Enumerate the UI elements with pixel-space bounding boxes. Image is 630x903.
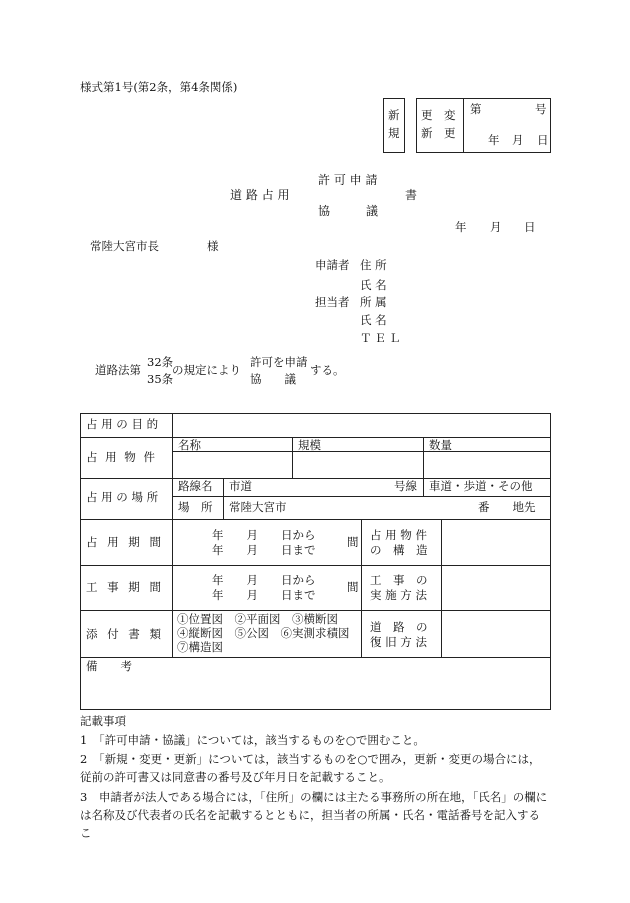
dai: 第 bbox=[470, 102, 482, 116]
location-value: 常陸大宮市 bbox=[229, 500, 287, 514]
stamp-month: 月 bbox=[512, 133, 524, 147]
work-to: 年 月 日まで bbox=[212, 588, 316, 602]
change-bottom: 更 bbox=[444, 126, 456, 140]
name-label: 氏 名 bbox=[360, 278, 387, 292]
statement-opt2: 協 議 bbox=[250, 372, 296, 386]
stamp-year: 年 bbox=[488, 133, 500, 147]
dept-label: 所 属 bbox=[360, 295, 387, 309]
route-suffix: 号線 bbox=[394, 479, 417, 493]
purpose-label: 占 用 の 目 的 bbox=[86, 417, 159, 431]
statement-suffix: する。 bbox=[310, 363, 345, 377]
route-label: 路線名 bbox=[178, 479, 213, 493]
attach-line2: ④縦断図 ⑤公図 ⑥実測求積図 bbox=[177, 626, 350, 640]
form-number: 様式第1号(第2条，第4条関係) bbox=[80, 80, 238, 94]
work-label: 工 事 期 間 bbox=[86, 580, 164, 594]
attach-line1: ①位置図 ②平面図 ③横断図 bbox=[177, 612, 338, 626]
title-consult: 協 議 bbox=[318, 204, 379, 218]
change-top: 変 bbox=[444, 108, 456, 122]
date-day: 日 bbox=[524, 220, 536, 234]
restore-label-2: 復 旧 方 法 bbox=[370, 635, 427, 649]
note-item-3: 3 申請者が法人である場合には，「住所」の欄には主たる事務所の所在地，「氏名」の欄には名称及び代表者の氏名を記載するとともに，担当者の所属・氏名・電話番号を記入するこ bbox=[80, 790, 548, 840]
note-item-1: 1 「許可申請・協議」については，該当するものを○で囲むこと。 bbox=[80, 733, 425, 747]
addressee-sama: 様 bbox=[207, 239, 219, 253]
title-permit: 許 可 申 請 bbox=[318, 173, 378, 187]
method-label-1: 工 事 の bbox=[370, 573, 428, 587]
work-kan: 間 bbox=[347, 580, 359, 594]
attach-label: 添 付 書 類 bbox=[86, 627, 164, 641]
title-sho: 書 bbox=[405, 188, 418, 202]
statement-art2: 35条 bbox=[147, 372, 174, 386]
period-label: 占 用 期 間 bbox=[86, 535, 164, 549]
tel-label: ＴＥＬ bbox=[360, 331, 404, 345]
attach-line3: ⑦構造図 bbox=[177, 640, 223, 654]
period-kan: 間 bbox=[347, 535, 359, 549]
go: 号 bbox=[535, 102, 547, 116]
date-year: 年 bbox=[455, 220, 467, 234]
applicant-label: 申請者 bbox=[315, 258, 350, 272]
location-suffix: 番 地先 bbox=[478, 500, 536, 514]
date-month: 月 bbox=[490, 220, 502, 234]
stamp-day: 日 bbox=[537, 133, 549, 147]
structure-label-1: 占 用 物 件 bbox=[370, 528, 427, 542]
notes-heading: 記載事項 bbox=[80, 714, 126, 728]
object-label: 占 用 物 件 bbox=[86, 450, 157, 464]
statement-prefix: 道路法第 bbox=[95, 363, 141, 377]
statement-middle: の規定により bbox=[172, 363, 241, 377]
work-from: 年 月 日から bbox=[212, 573, 316, 587]
new-top: 新 bbox=[388, 108, 400, 122]
location-label: 場 所 bbox=[178, 500, 213, 514]
renew-bottom: 新 bbox=[421, 126, 433, 140]
addressee: 常陸大宮市長 bbox=[90, 239, 159, 253]
object-header-name: 名称 bbox=[178, 438, 201, 452]
remarks-label: 備 考 bbox=[86, 659, 132, 673]
statement-art1: 32条 bbox=[147, 355, 174, 369]
contact-name-label: 氏 名 bbox=[360, 313, 387, 327]
new-bottom: 規 bbox=[388, 126, 400, 140]
statement-opt1: 許可を申請 bbox=[250, 355, 308, 369]
object-header-qty: 数量 bbox=[429, 438, 452, 452]
contact-label: 担当者 bbox=[315, 295, 350, 309]
renew-top: 更 bbox=[421, 108, 433, 122]
method-label-2: 実 施 方 法 bbox=[370, 588, 427, 602]
route-value: 市道 bbox=[229, 479, 252, 493]
object-header-scale: 規模 bbox=[298, 438, 321, 452]
title-main: 道 路 占 用 bbox=[230, 188, 290, 202]
place-label: 占 用 の 場 所 bbox=[86, 490, 159, 504]
note-item-2: 2 「新規・変更・更新」については，該当するものを○で囲み，更新・変更の場合には，従前の許可書又は同意書の番号及び年月日を記載すること。 bbox=[80, 752, 541, 784]
period-from: 年 月 日から bbox=[212, 528, 316, 542]
address-label: 住 所 bbox=[360, 258, 387, 272]
period-to: 年 月 日まで bbox=[212, 543, 316, 557]
restore-label-1: 道 路 の bbox=[370, 620, 428, 634]
route-options: 車道・歩道・その他 bbox=[429, 479, 533, 493]
structure-label-2: の 構 造 bbox=[370, 543, 428, 557]
